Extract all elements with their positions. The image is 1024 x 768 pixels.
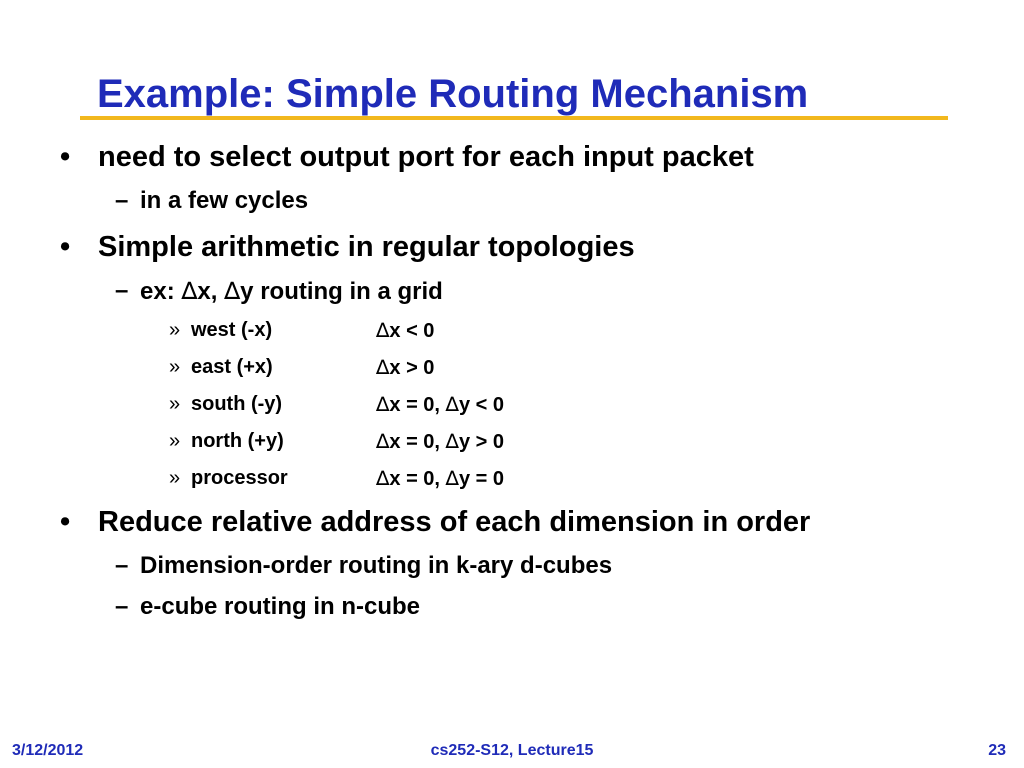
bullet-text: need to select output port for each input packet [98,141,754,173]
direction-label: processor [191,467,288,489]
routing-condition: ∆x = 0, ∆y = 0 [376,466,504,490]
routing-condition: ∆x = 0, ∆y < 0 [376,392,504,416]
sub-bullet-text: e-cube routing in n-cube [140,593,420,620]
chevron-marker: » [169,319,181,341]
chevron-marker: » [169,467,181,489]
routing-condition: ∆x = 0, ∆y > 0 [376,429,504,453]
direction-label: north (+y) [191,430,284,452]
direction-label: east (+x) [191,356,273,378]
bullet-marker: • [60,141,71,173]
dash-marker: – [115,187,129,214]
slide-title: Example: Simple Routing Mechanism [97,72,809,116]
direction-label: south (-y) [191,393,283,415]
direction-label: west (-x) [191,319,273,341]
sub-bullet-text: ex: ∆x, ∆y routing in a grid [140,277,443,305]
footer-date: 3/12/2012 [12,742,84,759]
dash-marker: – [115,277,129,304]
sub-bullet-text: Dimension-order routing in k-ary d-cubes [140,552,613,579]
sub-bullet-text: in a few cycles [140,187,309,214]
footer-page-number: 23 [988,742,1006,759]
footer-course: cs252-S12, Lecture15 [430,742,594,759]
routing-condition: ∆x < 0 [376,318,435,342]
dash-marker: – [115,593,129,620]
chevron-marker: » [169,393,181,415]
bullet-marker: • [60,231,71,263]
routing-condition: ∆x > 0 [376,355,435,379]
dash-marker: – [115,552,129,579]
bullet-marker: • [60,506,71,538]
bullet-text: Simple arithmetic in regular topologies [98,231,635,263]
chevron-marker: » [169,356,181,378]
bullet-text: Reduce relative address of each dimension in order [98,506,811,538]
chevron-marker: » [169,430,181,452]
